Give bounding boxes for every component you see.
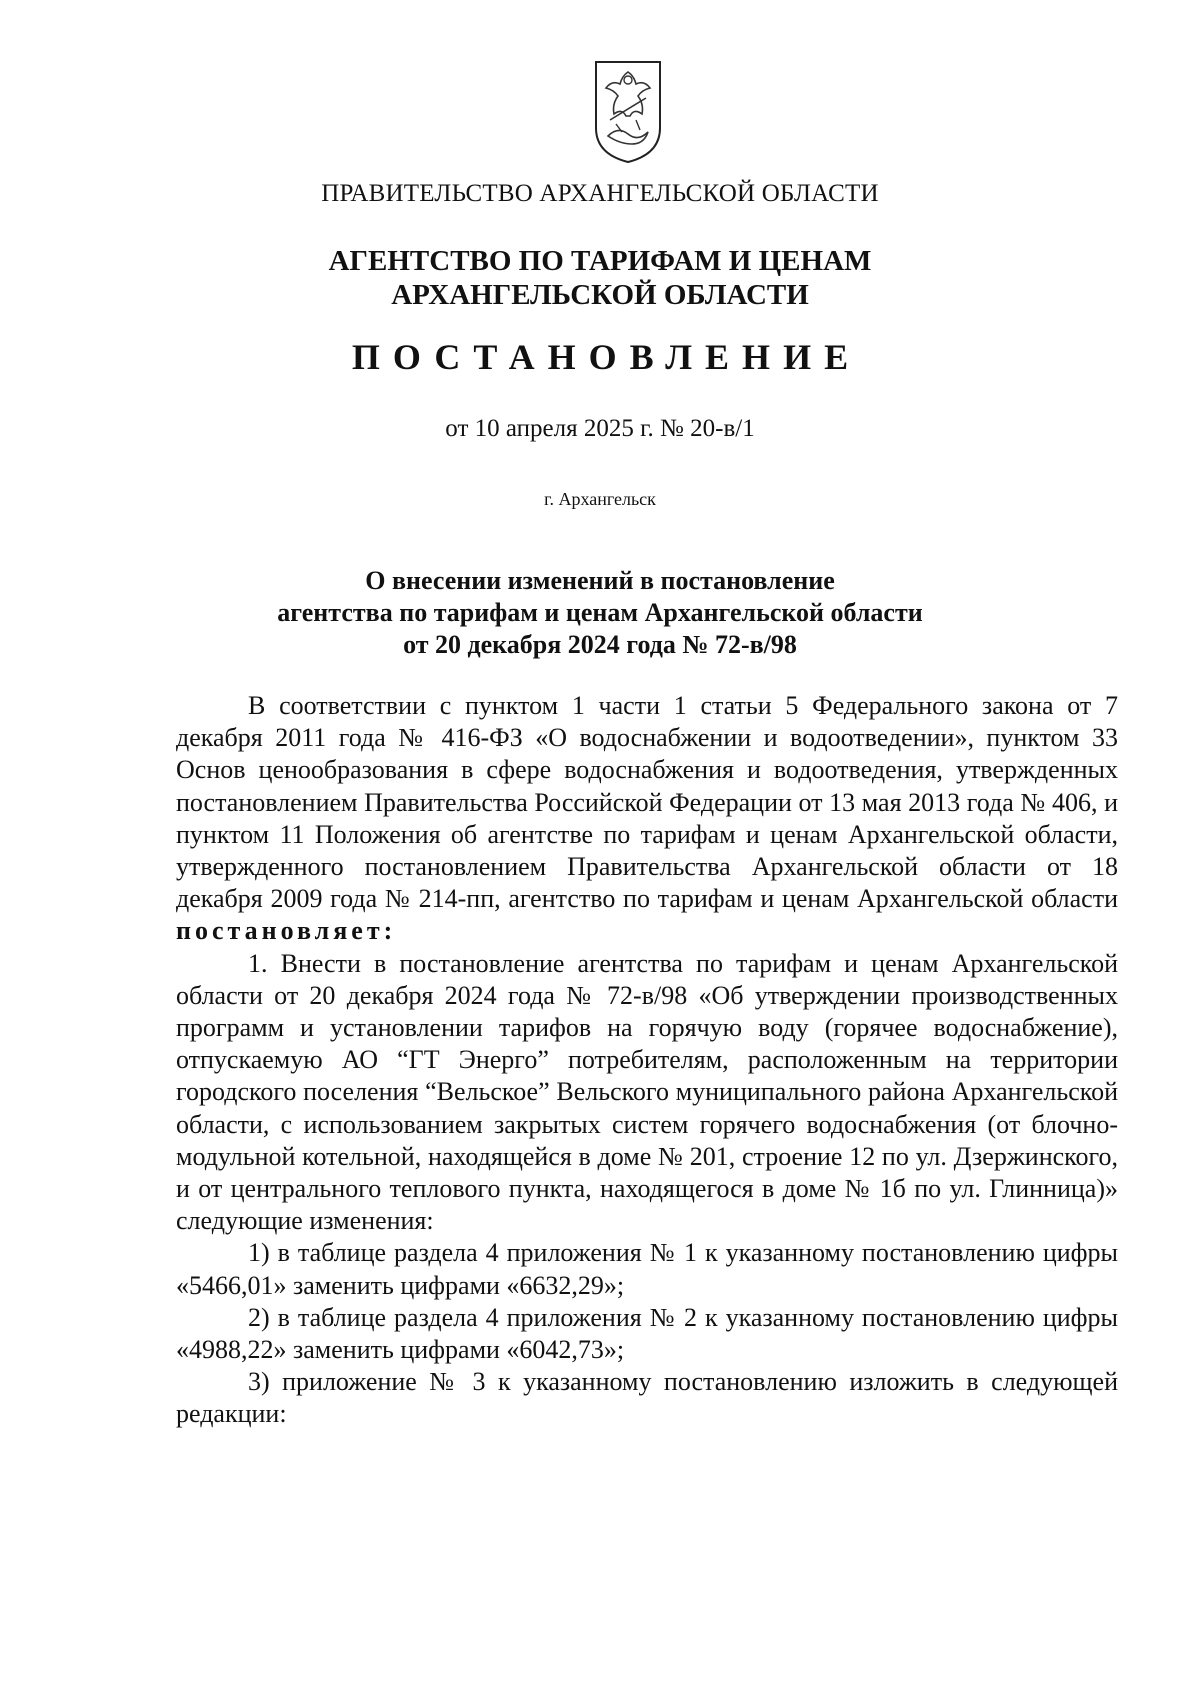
preamble-text: В соответствии с пунктом 1 части 1 статьи 5 Федерального закона от 7 декабря 2011 года № 416-ФЗ «О водоснабжении и водоотведении», пунктом 33 Основ ценообразования в сфере водоснабжения и водоотведения, утвержденных постановлением Правительства Российской Федерации от 13 мая 2013 года № 406, и пунктом 11 Положения об агентстве по тарифам и ценам Архангельской области, утвержденного постановлением Правительства Архангельской области от 18 декабря 2009 года № 214-пп, агентство по тарифам и ценам Архангельской области <box>176 691 1118 914</box>
document-type: ПОСТАНОВЛЕНИЕ <box>351 337 862 377</box>
preamble-paragraph <box>176 690 1118 948</box>
subitem-1-paragraph: 1) в таблице раздела 4 приложения № 1 к указанному постановлению цифры «5466,01» заменить цифрами «6632,29»; <box>176 1238 1118 1300</box>
decides-word: постановляет: <box>176 916 397 946</box>
coat-of-arms-icon <box>592 58 664 166</box>
document-title <box>0 565 1200 661</box>
document-title-line-1: О внесении изменений в постановление <box>365 566 835 595</box>
subitem-2-paragraph: 2) в таблице раздела 4 приложения № 2 к указанному постановлению цифры «4988,22» заменить цифрами «6042,73»; <box>176 1302 1118 1365</box>
city: г. Архангельск <box>544 489 656 509</box>
government-name: ПРАВИТЕЛЬСТВО АРХАНГЕЛЬСКОЙ ОБЛАСТИ <box>321 180 879 207</box>
item-1-paragraph: 1. Внести в постановление агентства по тарифам и ценам Архангельской области от 20 декабря 2024 года № 72-в/98 «Об утверждении производственных программ и установлении тарифов на горячую воду (горячее водоснабжение), отпускаемую АО “ГТ Энерго” потребителям, расположенным на территории городского поселения “Вельское” Вельского муниципального района Архангельской области, с использованием закрытых систем горячего водоснабжения (от блочно-модульной котельной, находящейся в доме № 201, строение 12 по ул. Дзержинского, и от центрального теплового пункта, находящегося в доме № 1б по ул. Глинница)» следующие изменения: <box>176 948 1118 1236</box>
subitem-3-paragraph: 3) приложение № 3 к указанному постановлению изложить в следующей редакции: <box>176 1367 1118 1429</box>
agency-name-line-2: АРХАНГЕЛЬСКОЙ ОБЛАСТИ <box>391 279 809 311</box>
document-title-line-2: агентства по тарифам и ценам Архангельской области <box>277 598 923 627</box>
agency-name-line-1: АГЕНТСТВО ПО ТАРИФАМ И ЦЕНАМ <box>328 245 872 277</box>
date-and-number: от 10 апреля 2025 г. № 20-в/1 <box>445 415 755 442</box>
agency-name <box>0 244 1200 312</box>
document-title-line-3: от 20 декабря 2024 года № 72-в/98 <box>403 630 797 659</box>
document-body <box>176 690 1118 1431</box>
